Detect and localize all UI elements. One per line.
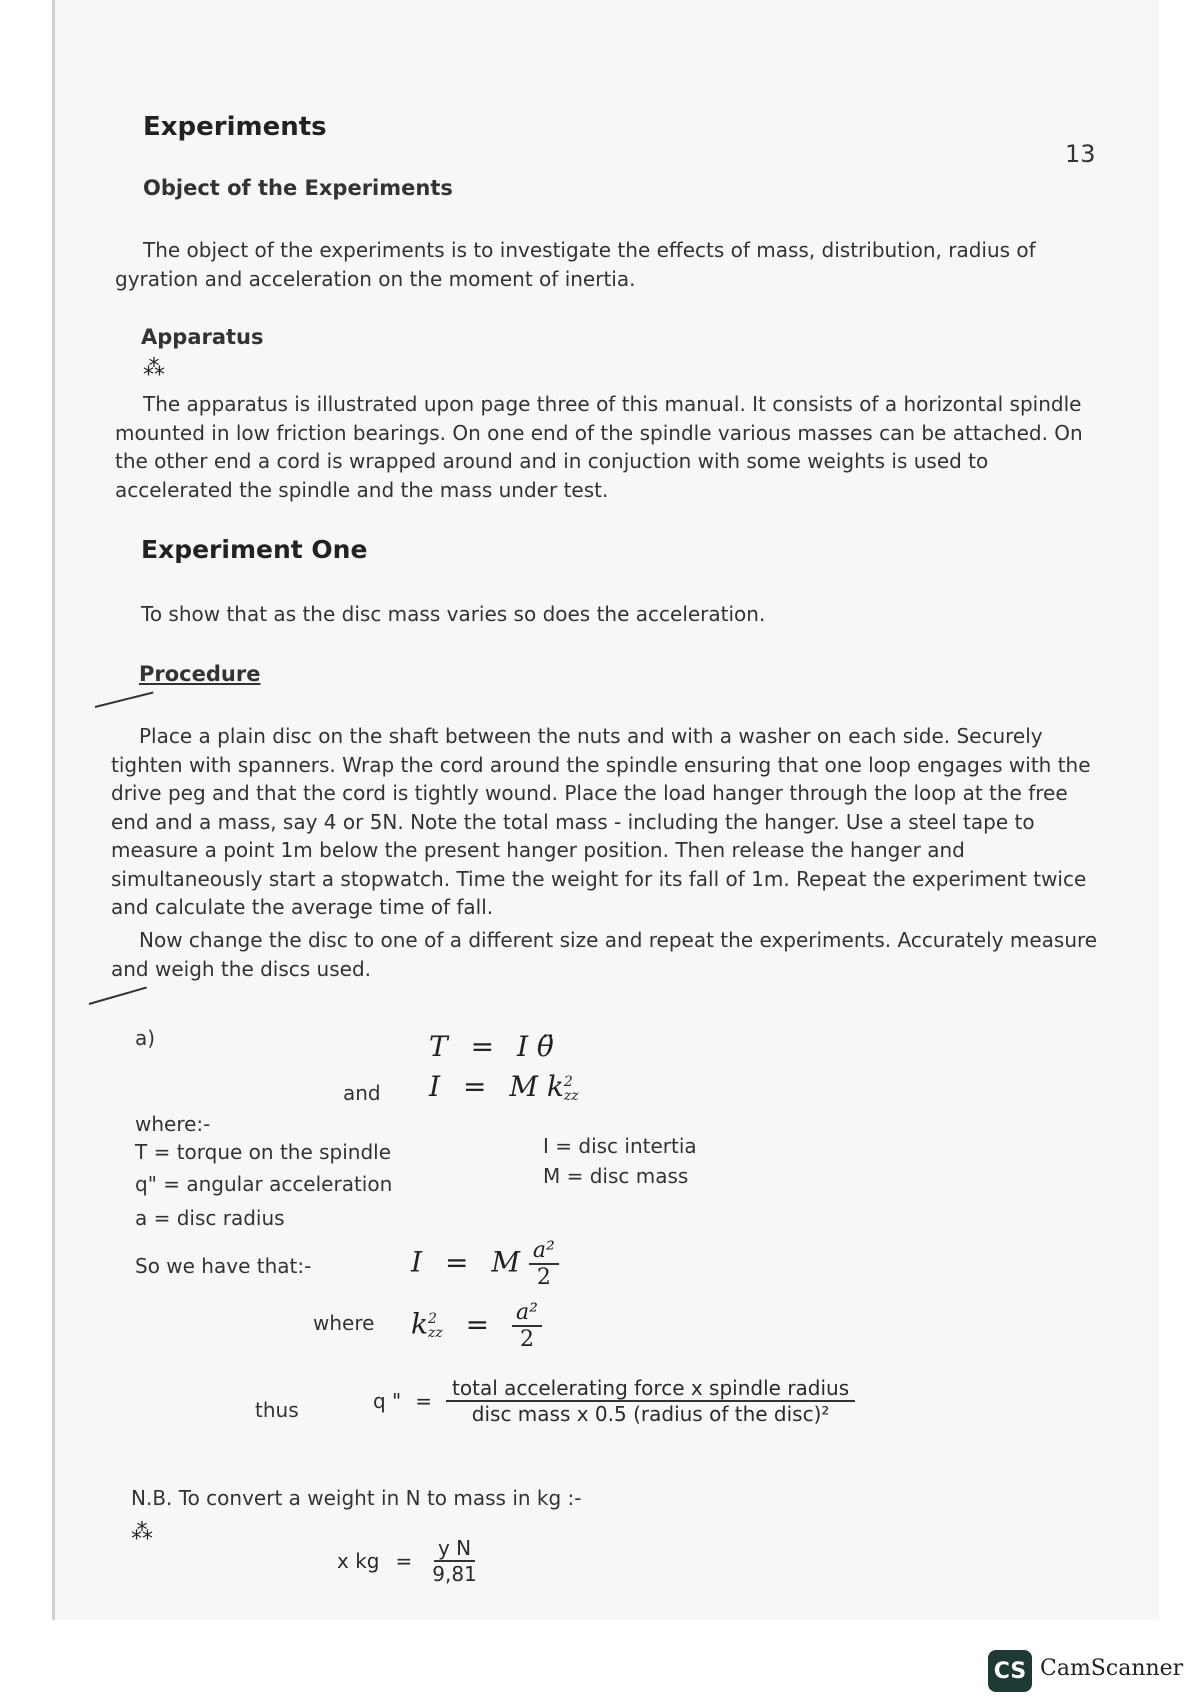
eq5-denominator: disc mass x 0.5 (radius of the disc)² bbox=[471, 1402, 830, 1426]
eq6-lhs: x kg bbox=[337, 1549, 380, 1573]
equation-inertia bbox=[429, 1070, 579, 1103]
equation-torque bbox=[429, 1030, 554, 1063]
eq3-M: M bbox=[491, 1245, 521, 1279]
def-angular-acceleration: q" = angular acceleration bbox=[135, 1172, 393, 1196]
equation-weight-to-mass bbox=[337, 1536, 481, 1586]
so-we-have: So we have that:- bbox=[135, 1254, 312, 1278]
eq2-lhs: I bbox=[429, 1070, 441, 1103]
eq1-rhs: I θ̈ bbox=[516, 1030, 554, 1063]
nb-text: N.B. To convert a weight in N to mass in kg :- bbox=[131, 1486, 582, 1510]
eq3-equals: = bbox=[444, 1245, 469, 1279]
eq2-sup: 2 bbox=[563, 1073, 573, 1090]
eq6-equals: = bbox=[395, 1549, 413, 1573]
equation-inertia-disc bbox=[411, 1238, 559, 1290]
eq3-lhs: I bbox=[411, 1245, 423, 1279]
apparatus-paragraph: The apparatus is illustrated upon page three of this manual. It consists of a horizontal spindle mounted in low friction bearings. On one end of the spindle various masses can be attached. On the other end a cord is wrapped around and in conjuction with some weights is used to accelerated the spindle and the mass under test. bbox=[115, 392, 1083, 502]
eq3-numerator: a² bbox=[529, 1238, 559, 1265]
eq5-numerator: total accelerating force x spindle radius bbox=[446, 1376, 855, 1402]
eq4-sub: zz bbox=[427, 1325, 443, 1341]
eq4-equals: = bbox=[465, 1307, 490, 1341]
heading-experiment-one: Experiment One bbox=[141, 535, 368, 564]
binder-hole-mark-1: ⁂ bbox=[143, 356, 165, 381]
camscanner-brand: CamScanner bbox=[1040, 1656, 1184, 1681]
def-disc-inertia: I = disc intertia bbox=[543, 1134, 697, 1158]
eq4-numerator: a² bbox=[512, 1300, 542, 1327]
def-torque: T = torque on the spindle bbox=[135, 1140, 392, 1164]
eq2-sub: zz bbox=[563, 1087, 579, 1104]
eq2-k: k bbox=[546, 1070, 564, 1103]
eq1-lhs: T bbox=[429, 1030, 448, 1063]
label-and: and bbox=[343, 1081, 381, 1105]
eq2-equals: = bbox=[462, 1070, 487, 1103]
object-paragraph: The object of the experiments is to investigate the effects of mass, distribution, radius of gyration and acceleration on the moment of inertia. bbox=[115, 238, 1036, 291]
experiment-one-text: To show that as the disc mass varies so does the acceleration. bbox=[141, 602, 766, 626]
equation-gyration bbox=[411, 1300, 542, 1352]
where-label: where:- bbox=[135, 1112, 211, 1136]
eq4-k: k bbox=[411, 1307, 428, 1341]
eq2-M: M bbox=[509, 1070, 539, 1103]
def-disc-radius: a = disc radius bbox=[135, 1206, 285, 1230]
page-number: 13 bbox=[1065, 140, 1096, 168]
pen-stroke-1 bbox=[95, 692, 154, 708]
label-thus: thus bbox=[255, 1398, 299, 1422]
eq4-denominator: 2 bbox=[519, 1327, 534, 1352]
eq4-sup: 2 bbox=[427, 1311, 437, 1327]
scanned-page bbox=[52, 0, 1159, 1620]
label-a: a) bbox=[135, 1026, 156, 1050]
eq5-lhs: q " bbox=[373, 1389, 402, 1413]
equation-angular-acceleration bbox=[373, 1376, 855, 1426]
eq1-equals: = bbox=[470, 1030, 495, 1063]
eq5-equals: = bbox=[415, 1389, 433, 1413]
procedure-paragraph: Place a plain disc on the shaft between the nuts and with a washer on each side. Securely tighten with spanners. Wrap the cord around the spindle ensuring that one loop engages with the drive peg and that the cord is tightly wound. Place the load hanger through the loop at the free end and a mass, say 4 or 5N. Note the total mass - including the hanger. Use a steel tape to measure a point 1m below the present hanger position. Then release the hanger and simultaneously start a stopwatch. Time the weight for its fall of 1m. Repeat the experiment twice and calculate the average time of fall. bbox=[111, 724, 1091, 919]
eq6-denominator: 9,81 bbox=[432, 1562, 477, 1586]
heading-object: Object of the Experiments bbox=[143, 176, 453, 200]
change-disc-paragraph: Now change the disc to one of a different size and repeat the experiments. Accurately measure and weigh the discs used. bbox=[111, 928, 1098, 981]
def-disc-mass: M = disc mass bbox=[543, 1164, 689, 1188]
heading-apparatus: Apparatus bbox=[141, 325, 264, 349]
label-where: where bbox=[313, 1311, 375, 1335]
heading-procedure: Procedure bbox=[139, 662, 261, 686]
eq6-numerator: y N bbox=[434, 1536, 475, 1562]
camscanner-logo: CS bbox=[988, 1650, 1032, 1692]
eq3-denominator: 2 bbox=[536, 1265, 551, 1290]
heading-experiments: Experiments bbox=[143, 112, 327, 142]
pen-stroke-2 bbox=[89, 987, 147, 1005]
binder-hole-mark-2: ⁂ bbox=[131, 1520, 153, 1545]
